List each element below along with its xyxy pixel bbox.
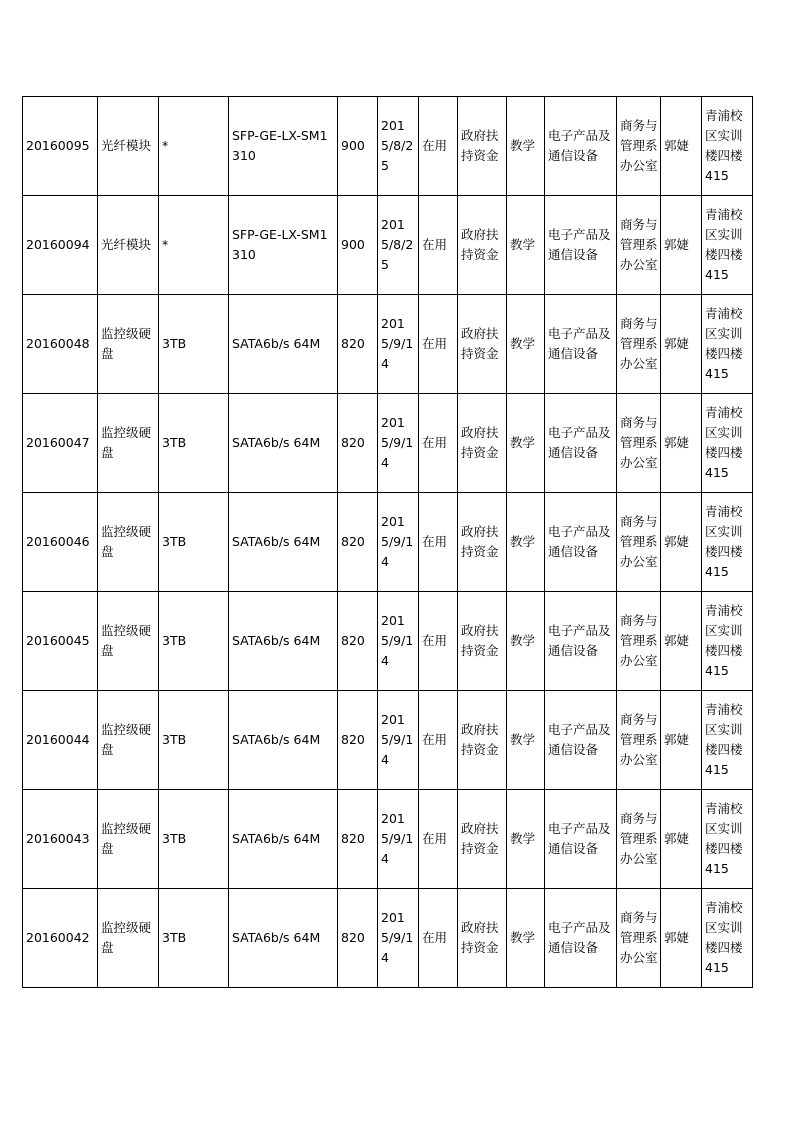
usage-cell — [507, 790, 545, 889]
department-cell — [617, 394, 661, 493]
purchase-date-cell — [378, 592, 419, 691]
status-cell-text: 在用 — [422, 138, 448, 153]
usage-cell-text: 教学 — [510, 336, 536, 351]
table-row — [23, 295, 753, 394]
purchase-date-cell-text: 2015/9/14 — [381, 910, 414, 965]
purchase-date-cell — [378, 97, 419, 196]
spec-cell — [159, 394, 229, 493]
keeper-cell-text: 郭婕 — [664, 831, 690, 846]
usage-cell — [507, 889, 545, 988]
location-cell-text: 青浦校区实训楼四楼415 — [705, 306, 743, 381]
asset-id-cell — [23, 691, 98, 790]
purchase-date-cell — [378, 691, 419, 790]
location-cell-text: 青浦校区实训楼四楼415 — [705, 207, 743, 282]
location-cell-text: 青浦校区实训楼四楼415 — [705, 504, 743, 579]
asset-name-cell-text: 监控级硬盘 — [101, 623, 152, 658]
table-row — [23, 592, 753, 691]
location-cell-text: 青浦校区实训楼四楼415 — [705, 405, 743, 480]
purchase-date-cell — [378, 394, 419, 493]
status-cell-text: 在用 — [422, 435, 448, 450]
status-cell — [419, 394, 458, 493]
status-cell — [419, 691, 458, 790]
asset-name-cell-text: 监控级硬盘 — [101, 326, 152, 361]
location-cell — [702, 493, 753, 592]
keeper-cell — [661, 889, 702, 988]
usage-cell-text: 教学 — [510, 930, 536, 945]
price-cell-text: 820 — [341, 336, 365, 351]
funding-source-cell — [458, 493, 507, 592]
keeper-cell — [661, 97, 702, 196]
model-cell-text: SFP-GE-LX-SM1310 — [232, 128, 328, 163]
model-cell-text: SATA6b/s 64M — [232, 336, 321, 351]
table-row — [23, 790, 753, 889]
usage-cell — [507, 691, 545, 790]
status-cell — [419, 493, 458, 592]
price-cell-text: 900 — [341, 237, 365, 252]
price-cell — [338, 97, 378, 196]
table-row — [23, 493, 753, 592]
spec-cell-text: 3TB — [162, 633, 187, 648]
status-cell-text: 在用 — [422, 831, 448, 846]
asset-table-body — [23, 97, 753, 988]
spec-cell — [159, 493, 229, 592]
status-cell — [419, 790, 458, 889]
asset-id-cell-text: 20160042 — [26, 930, 90, 945]
model-cell — [229, 295, 338, 394]
department-cell — [617, 295, 661, 394]
asset-id-cell — [23, 196, 98, 295]
asset-name-cell-text: 监控级硬盘 — [101, 722, 152, 757]
status-cell — [419, 196, 458, 295]
funding-source-cell-text: 政府扶持资金 — [461, 425, 499, 460]
asset-id-cell-text: 20160045 — [26, 633, 90, 648]
model-cell — [229, 790, 338, 889]
keeper-cell-text: 郭婕 — [664, 732, 690, 747]
usage-cell — [507, 97, 545, 196]
department-cell — [617, 196, 661, 295]
spec-cell-text: 3TB — [162, 336, 187, 351]
asset-name-cell-text: 监控级硬盘 — [101, 821, 152, 856]
spec-cell-text: 3TB — [162, 435, 187, 450]
model-cell — [229, 592, 338, 691]
price-cell — [338, 493, 378, 592]
asset-name-cell — [98, 790, 159, 889]
asset-name-cell — [98, 592, 159, 691]
funding-source-cell-text: 政府扶持资金 — [461, 722, 499, 757]
location-cell — [702, 295, 753, 394]
usage-cell-text: 教学 — [510, 633, 536, 648]
department-cell — [617, 493, 661, 592]
location-cell — [702, 691, 753, 790]
table-row — [23, 691, 753, 790]
usage-cell-text: 教学 — [510, 237, 536, 252]
keeper-cell-text: 郭婕 — [664, 930, 690, 945]
asset-name-cell-text: 监控级硬盘 — [101, 425, 152, 460]
asset-name-cell — [98, 196, 159, 295]
funding-source-cell-text: 政府扶持资金 — [461, 227, 499, 262]
spec-cell-text: 3TB — [162, 732, 187, 747]
purchase-date-cell-text: 2015/9/14 — [381, 712, 414, 767]
usage-cell-text: 教学 — [510, 138, 536, 153]
usage-cell — [507, 394, 545, 493]
department-cell-text: 商务与管理系办公室 — [620, 514, 658, 569]
asset-id-cell-text: 20160047 — [26, 435, 90, 450]
keeper-cell-text: 郭婕 — [664, 336, 690, 351]
location-cell-text: 青浦校区实训楼四楼415 — [705, 108, 743, 183]
asset-id-cell — [23, 394, 98, 493]
asset-name-cell-text: 监控级硬盘 — [101, 920, 152, 955]
location-cell-text: 青浦校区实训楼四楼415 — [705, 603, 743, 678]
model-cell-text: SATA6b/s 64M — [232, 732, 321, 747]
category-cell — [545, 394, 617, 493]
price-cell-text: 900 — [341, 138, 365, 153]
asset-id-cell — [23, 493, 98, 592]
price-cell-text: 820 — [341, 534, 365, 549]
purchase-date-cell — [378, 196, 419, 295]
department-cell-text: 商务与管理系办公室 — [620, 316, 658, 371]
purchase-date-cell — [378, 889, 419, 988]
category-cell-text: 电子产品及通信设备 — [548, 623, 611, 658]
asset-id-cell-text: 20160046 — [26, 534, 90, 549]
asset-name-cell-text: 光纤模块 — [101, 138, 152, 153]
spec-cell-text: 3TB — [162, 930, 187, 945]
price-cell — [338, 295, 378, 394]
keeper-cell-text: 郭婕 — [664, 138, 690, 153]
status-cell — [419, 295, 458, 394]
category-cell — [545, 196, 617, 295]
location-cell-text: 青浦校区实训楼四楼415 — [705, 801, 743, 876]
asset-id-cell-text: 20160044 — [26, 732, 90, 747]
status-cell-text: 在用 — [422, 633, 448, 648]
price-cell — [338, 394, 378, 493]
funding-source-cell-text: 政府扶持资金 — [461, 821, 499, 856]
asset-id-cell-text: 20160048 — [26, 336, 90, 351]
category-cell — [545, 97, 617, 196]
department-cell — [617, 790, 661, 889]
department-cell — [617, 592, 661, 691]
funding-source-cell — [458, 889, 507, 988]
category-cell-text: 电子产品及通信设备 — [548, 920, 611, 955]
purchase-date-cell-text: 2015/9/14 — [381, 514, 414, 569]
department-cell-text: 商务与管理系办公室 — [620, 811, 658, 866]
usage-cell-text: 教学 — [510, 732, 536, 747]
model-cell — [229, 394, 338, 493]
asset-id-cell — [23, 889, 98, 988]
asset-id-cell — [23, 295, 98, 394]
price-cell — [338, 196, 378, 295]
table-row — [23, 196, 753, 295]
usage-cell-text: 教学 — [510, 435, 536, 450]
department-cell-text: 商务与管理系办公室 — [620, 217, 658, 272]
category-cell — [545, 493, 617, 592]
asset-id-cell — [23, 790, 98, 889]
department-cell-text: 商务与管理系办公室 — [620, 415, 658, 470]
keeper-cell — [661, 394, 702, 493]
category-cell — [545, 889, 617, 988]
category-cell-text: 电子产品及通信设备 — [548, 524, 611, 559]
model-cell-text: SATA6b/s 64M — [232, 930, 321, 945]
location-cell — [702, 889, 753, 988]
model-cell — [229, 493, 338, 592]
funding-source-cell-text: 政府扶持资金 — [461, 524, 499, 559]
price-cell — [338, 592, 378, 691]
table-row — [23, 889, 753, 988]
purchase-date-cell — [378, 295, 419, 394]
status-cell-text: 在用 — [422, 237, 448, 252]
funding-source-cell-text: 政府扶持资金 — [461, 326, 499, 361]
asset-name-cell-text: 监控级硬盘 — [101, 524, 152, 559]
asset-name-cell — [98, 493, 159, 592]
category-cell-text: 电子产品及通信设备 — [548, 722, 611, 757]
department-cell — [617, 97, 661, 196]
usage-cell — [507, 196, 545, 295]
keeper-cell — [661, 295, 702, 394]
keeper-cell — [661, 691, 702, 790]
usage-cell-text: 教学 — [510, 831, 536, 846]
purchase-date-cell-text: 2015/8/25 — [381, 118, 414, 173]
asset-name-cell — [98, 889, 159, 988]
model-cell-text: SATA6b/s 64M — [232, 534, 321, 549]
funding-source-cell-text: 政府扶持资金 — [461, 920, 499, 955]
purchase-date-cell-text: 2015/9/14 — [381, 613, 414, 668]
spec-cell — [159, 97, 229, 196]
status-cell-text: 在用 — [422, 732, 448, 747]
department-cell — [617, 889, 661, 988]
model-cell-text: SATA6b/s 64M — [232, 831, 321, 846]
category-cell-text: 电子产品及通信设备 — [548, 326, 611, 361]
category-cell-text: 电子产品及通信设备 — [548, 227, 611, 262]
keeper-cell-text: 郭婕 — [664, 435, 690, 450]
purchase-date-cell-text: 2015/9/14 — [381, 316, 414, 371]
keeper-cell-text: 郭婕 — [664, 237, 690, 252]
category-cell-text: 电子产品及通信设备 — [548, 128, 611, 163]
purchase-date-cell — [378, 790, 419, 889]
model-cell — [229, 691, 338, 790]
price-cell — [338, 691, 378, 790]
funding-source-cell — [458, 691, 507, 790]
location-cell-text: 青浦校区实训楼四楼415 — [705, 702, 743, 777]
location-cell-text: 青浦校区实训楼四楼415 — [705, 900, 743, 975]
price-cell-text: 820 — [341, 732, 365, 747]
department-cell-text: 商务与管理系办公室 — [620, 613, 658, 668]
category-cell — [545, 295, 617, 394]
spec-cell-text: * — [162, 237, 169, 252]
purchase-date-cell-text: 2015/8/25 — [381, 217, 414, 272]
status-cell-text: 在用 — [422, 534, 448, 549]
status-cell — [419, 889, 458, 988]
purchase-date-cell-text: 2015/9/14 — [381, 811, 414, 866]
spec-cell — [159, 295, 229, 394]
asset-name-cell — [98, 394, 159, 493]
asset-id-cell — [23, 592, 98, 691]
keeper-cell-text: 郭婕 — [664, 534, 690, 549]
asset-name-cell — [98, 691, 159, 790]
location-cell — [702, 790, 753, 889]
spec-cell-text: 3TB — [162, 534, 187, 549]
keeper-cell-text: 郭婕 — [664, 633, 690, 648]
asset-name-cell — [98, 97, 159, 196]
purchase-date-cell-text: 2015/9/14 — [381, 415, 414, 470]
model-cell — [229, 889, 338, 988]
department-cell-text: 商务与管理系办公室 — [620, 118, 658, 173]
spec-cell — [159, 691, 229, 790]
price-cell-text: 820 — [341, 831, 365, 846]
category-cell-text: 电子产品及通信设备 — [548, 821, 611, 856]
asset-id-cell-text: 20160095 — [26, 138, 90, 153]
usage-cell — [507, 493, 545, 592]
category-cell-text: 电子产品及通信设备 — [548, 425, 611, 460]
location-cell — [702, 97, 753, 196]
model-cell-text: SATA6b/s 64M — [232, 633, 321, 648]
funding-source-cell — [458, 592, 507, 691]
price-cell — [338, 790, 378, 889]
funding-source-cell — [458, 790, 507, 889]
category-cell — [545, 691, 617, 790]
asset-name-cell-text: 光纤模块 — [101, 237, 152, 252]
location-cell — [702, 592, 753, 691]
spec-cell — [159, 889, 229, 988]
keeper-cell — [661, 790, 702, 889]
funding-source-cell — [458, 97, 507, 196]
spec-cell — [159, 790, 229, 889]
location-cell — [702, 394, 753, 493]
spec-cell — [159, 592, 229, 691]
price-cell — [338, 889, 378, 988]
asset-table — [22, 96, 753, 988]
asset-name-cell — [98, 295, 159, 394]
model-cell-text: SATA6b/s 64M — [232, 435, 321, 450]
status-cell-text: 在用 — [422, 336, 448, 351]
model-cell — [229, 97, 338, 196]
status-cell — [419, 592, 458, 691]
status-cell — [419, 97, 458, 196]
department-cell-text: 商务与管理系办公室 — [620, 712, 658, 767]
usage-cell — [507, 592, 545, 691]
model-cell-text: SFP-GE-LX-SM1310 — [232, 227, 328, 262]
price-cell-text: 820 — [341, 435, 365, 450]
spec-cell — [159, 196, 229, 295]
funding-source-cell — [458, 295, 507, 394]
funding-source-cell — [458, 394, 507, 493]
usage-cell-text: 教学 — [510, 534, 536, 549]
funding-source-cell — [458, 196, 507, 295]
usage-cell — [507, 295, 545, 394]
table-row — [23, 97, 753, 196]
location-cell — [702, 196, 753, 295]
status-cell-text: 在用 — [422, 930, 448, 945]
department-cell — [617, 691, 661, 790]
keeper-cell — [661, 493, 702, 592]
keeper-cell — [661, 592, 702, 691]
spec-cell-text: * — [162, 138, 169, 153]
category-cell — [545, 790, 617, 889]
table-row — [23, 394, 753, 493]
funding-source-cell-text: 政府扶持资金 — [461, 128, 499, 163]
keeper-cell — [661, 196, 702, 295]
funding-source-cell-text: 政府扶持资金 — [461, 623, 499, 658]
price-cell-text: 820 — [341, 633, 365, 648]
department-cell-text: 商务与管理系办公室 — [620, 910, 658, 965]
asset-id-cell — [23, 97, 98, 196]
category-cell — [545, 592, 617, 691]
asset-id-cell-text: 20160043 — [26, 831, 90, 846]
model-cell — [229, 196, 338, 295]
price-cell-text: 820 — [341, 930, 365, 945]
spec-cell-text: 3TB — [162, 831, 187, 846]
asset-id-cell-text: 20160094 — [26, 237, 90, 252]
purchase-date-cell — [378, 493, 419, 592]
